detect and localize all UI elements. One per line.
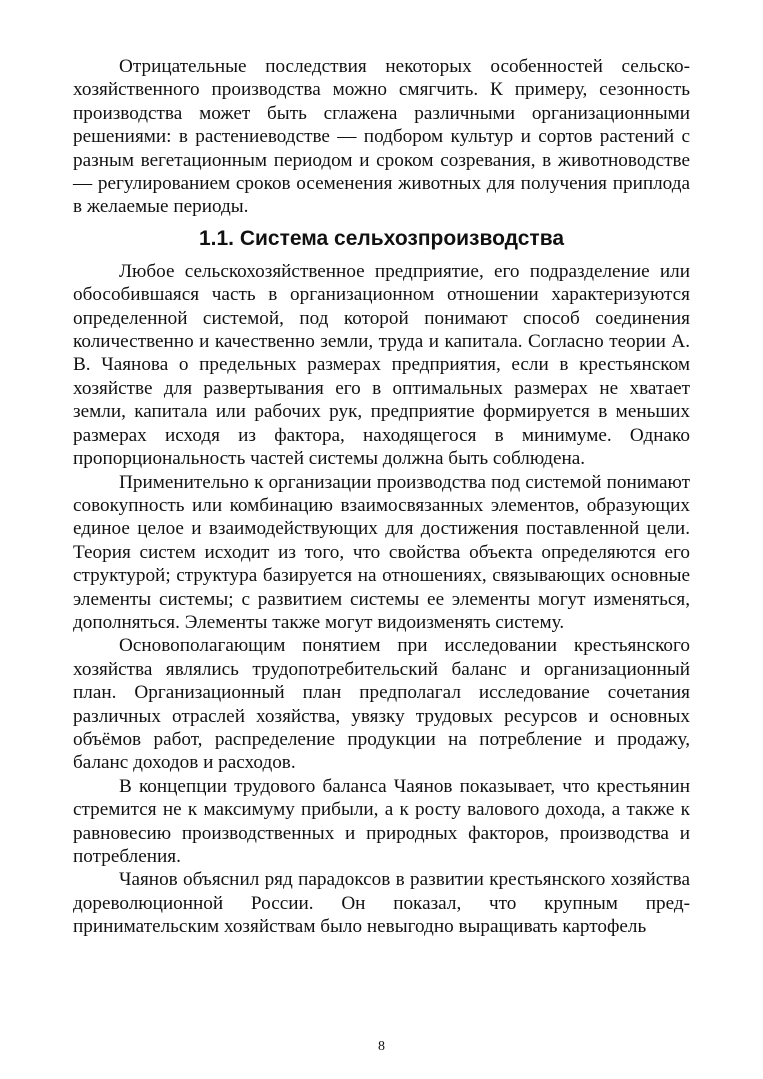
page-content [73, 55, 690, 939]
section-heading: 1.1. Система сельхозпроизводства [198, 226, 565, 250]
paragraph: Любое сельскохозяйственное предприятие, его подразделение или обособившаяся часть в организационном отношении характеризуются определенной системой, под которой понимают способ соединения количественно и качественно земли, труда и капитала. Согласно теории А. В. Чаянова о предельных размерах предприятия, если в крестьянском хозяйстве для развертывания его в оптимальных размерах не хватает земли, капитала или рабочих рук, предприятие формируется в меньших размерах исходя из фактора, находящегося в минимуме. Однако пропорциональность частей системы должна быть соблюдена. [73, 260, 690, 470]
paragraph-intro: Отрицательные последствия некоторых особенностей сельскохозяйственного производства можно смягчить. К примеру, сезонность производства может быть сглажена различными организационными решениями: в растениеводстве — подбором культур и сортов растений с разным вегетационным периодом и сроком созревания, в животноводстве — регулированием сроков осеменения животных для получения приплода в желаемые периоды. [73, 56, 690, 218]
paragraph: Основополагающим понятием при исследовании крестьянского хозяйства являлись трудопотребительский баланс и организационный план. Организационный план предполагал исследование сочетания различных отраслей хозяйства, увязку трудовых ресурсов и основных объёмов работ, распределение продукции на потребление и продажу, баланс доходов и расходов. [73, 635, 690, 774]
page-number: 8 [378, 1039, 385, 1054]
paragraph: Применительно к организации производства под системой понимают совокупность или комбинацию взаимосвязанных элементов, образующих единое целое и взаимодействующих для достижения поставленной цели. Теория систем исходит из того, что свойства объекта определяются его структурой; структура базируется на отношениях, связывающих основные элементы системы; с развитием системы ее элементы могут изменяться, дополняться. Элементы также могут видоизменять систему. [73, 471, 690, 633]
paragraph: В концепции трудового баланса Чаянов показывает, что крестьянин стремится не к максимуму прибыли, а к росту валового дохода, а также к равновесию производственных и природных факторов, производства и потребления. [73, 775, 690, 867]
paragraph: Чаянов объяснил ряд парадоксов в развитии крестьянского хозяйства дореволюционной России. Он показал, что крупным предпринимательским хозяйствам было невыгодно выращивать картофель [73, 869, 690, 938]
